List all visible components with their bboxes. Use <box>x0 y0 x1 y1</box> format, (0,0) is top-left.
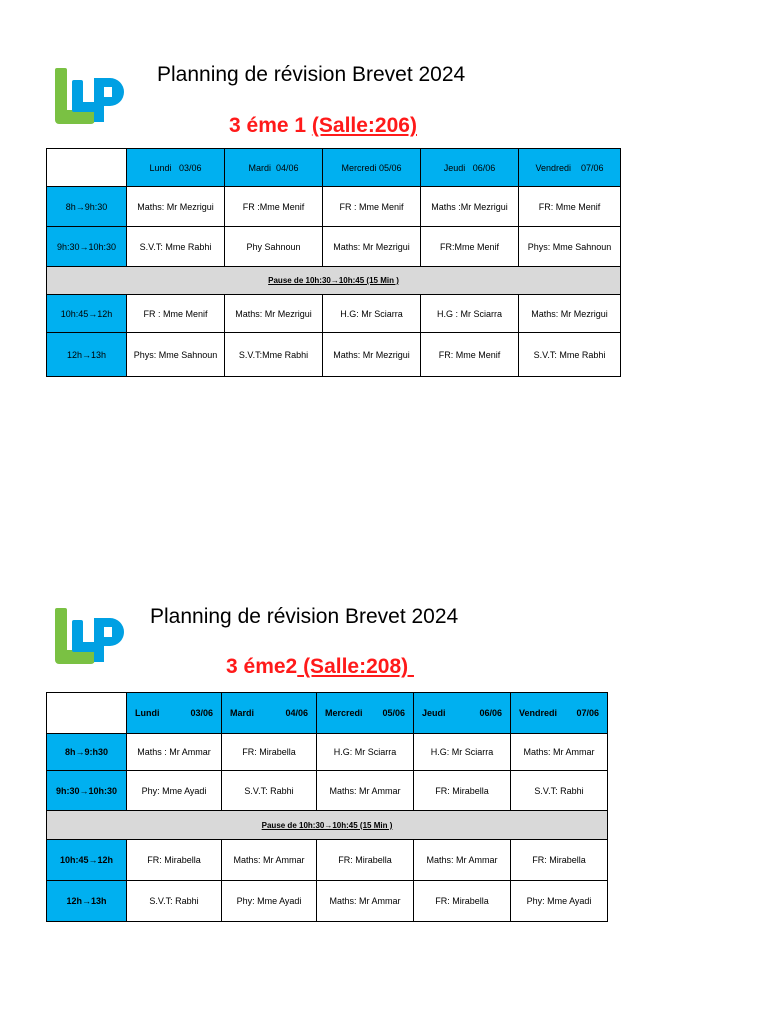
lesson-cell: FR:Mme Menif <box>421 227 519 267</box>
table-corner <box>47 693 127 734</box>
lesson-cell: H.G: Mr Sciarra <box>317 734 414 771</box>
lesson-cell: FR: Mirabella <box>414 771 511 811</box>
time-slot: 10h:45→12h <box>47 840 127 881</box>
class-heading <box>226 655 414 679</box>
lesson-cell: H.G: Mr Sciarra <box>414 734 511 771</box>
schedule-table <box>46 148 621 377</box>
lesson-cell: S.V.T:Mme Rabhi <box>225 333 323 377</box>
lesson-cell: Maths : Mr Ammar <box>127 734 222 771</box>
pause-label: Pause de 10h:30→10h:45 (15 Min ) <box>47 811 608 840</box>
lesson-cell: FR: Mirabella <box>222 734 317 771</box>
table-row <box>47 771 608 811</box>
lesson-cell: Phys: Mme Sahnoun <box>519 227 621 267</box>
table-row <box>47 734 608 771</box>
lesson-cell: Maths: Mr Ammar <box>414 840 511 881</box>
schedule-section-2 <box>0 540 768 940</box>
lesson-cell: S.V.T: Rabhi <box>222 771 317 811</box>
day-header-lundi: Lundi 03/06 <box>127 693 222 734</box>
table-corner <box>47 149 127 187</box>
lesson-cell: Maths: Mr Mezrigui <box>323 333 421 377</box>
table-row <box>47 187 621 227</box>
table-row <box>47 295 621 333</box>
lesson-cell: Phy Sahnoun <box>225 227 323 267</box>
table-row <box>47 333 621 377</box>
lesson-cell: Maths: Mr Mezrigui <box>225 295 323 333</box>
pause-row <box>47 811 608 840</box>
pause-label: Pause de 10h:30→10h:45 (15 Min ) <box>47 267 621 295</box>
schedule-section-1 <box>0 0 768 400</box>
lesson-cell: Maths: Mr Mezrigui <box>519 295 621 333</box>
lesson-cell: Phy: Mme Ayadi <box>222 881 317 922</box>
lesson-cell: FR: Mirabella <box>414 881 511 922</box>
lesson-cell: H.G: Mr Sciarra <box>323 295 421 333</box>
time-slot: 9h:30→10h:30 <box>47 771 127 811</box>
lesson-cell: Maths: Mr Ammar <box>317 881 414 922</box>
page-title: Planning de révision Brevet 2024 <box>157 63 466 86</box>
lesson-cell: Maths :Mr Mezrigui <box>421 187 519 227</box>
time-slot: 10h:45→12h <box>47 295 127 333</box>
lesson-cell: FR :Mme Menif <box>225 187 323 227</box>
lesson-cell: FR: Mirabella <box>317 840 414 881</box>
page-title: Planning de révision Brevet 2024 <box>150 605 459 628</box>
schedule-table <box>46 692 608 922</box>
class-label: 3 éme 1 <box>229 114 312 137</box>
day-header-mardi: Mardi 04/06 <box>225 149 323 187</box>
time-slot: 8h→9h:30 <box>47 187 127 227</box>
lesson-cell: Phy: Mme Ayadi <box>127 771 222 811</box>
table-row <box>47 227 621 267</box>
lesson-cell: FR: Mme Menif <box>519 187 621 227</box>
day-header-mercredi: Mercredi 05/06 <box>323 149 421 187</box>
lesson-cell: Phy: Mme Ayadi <box>511 881 608 922</box>
lesson-cell: Maths: Mr Ammar <box>317 771 414 811</box>
lp-logo-icon <box>52 66 128 128</box>
time-slot: 8h→9:h30 <box>47 734 127 771</box>
day-header-vendredi: Vendredi 07/06 <box>519 149 621 187</box>
time-slot: 12h→13h <box>47 881 127 922</box>
lesson-cell: S.V.T: Rabhi <box>511 771 608 811</box>
lesson-cell: Maths: Mr Mezrigui <box>127 187 225 227</box>
day-header-jeudi: Jeudi 06/06 <box>421 149 519 187</box>
day-header-jeudi: Jeudi 06/06 <box>414 693 511 734</box>
lp-logo-icon <box>52 606 128 668</box>
room-label: (Salle:208) <box>297 655 414 678</box>
class-label: 3 éme2 <box>226 655 298 678</box>
day-header-mardi: Mardi 04/06 <box>222 693 317 734</box>
day-header-mercredi: Mercredi 05/06 <box>317 693 414 734</box>
lesson-cell: FR: Mirabella <box>127 840 222 881</box>
pause-row <box>47 267 621 295</box>
lesson-cell: S.V.T: Mme Rabhi <box>127 227 225 267</box>
lesson-cell: S.V.T: Rabhi <box>127 881 222 922</box>
lesson-cell: Phys: Mme Sahnoun <box>127 333 225 377</box>
lesson-cell: Maths: Mr Mezrigui <box>323 227 421 267</box>
room-label: (Salle:206) <box>311 114 417 137</box>
lesson-cell: Maths: Mr Ammar <box>222 840 317 881</box>
day-header-lundi: Lundi 03/06 <box>127 149 225 187</box>
day-header-vendredi: Vendredi 07/06 <box>511 693 608 734</box>
lesson-cell: FR : Mme Menif <box>127 295 225 333</box>
table-row <box>47 881 608 922</box>
time-slot: 12h→13h <box>47 333 127 377</box>
lesson-cell: S.V.T: Mme Rabhi <box>519 333 621 377</box>
table-row <box>47 840 608 881</box>
lesson-cell: Maths: Mr Ammar <box>511 734 608 771</box>
lesson-cell: H.G : Mr Sciarra <box>421 295 519 333</box>
class-heading <box>229 114 417 138</box>
lesson-cell: FR : Mme Menif <box>323 187 421 227</box>
lesson-cell: FR: Mme Menif <box>421 333 519 377</box>
time-slot: 9h:30→10h:30 <box>47 227 127 267</box>
lesson-cell: FR: Mirabella <box>511 840 608 881</box>
